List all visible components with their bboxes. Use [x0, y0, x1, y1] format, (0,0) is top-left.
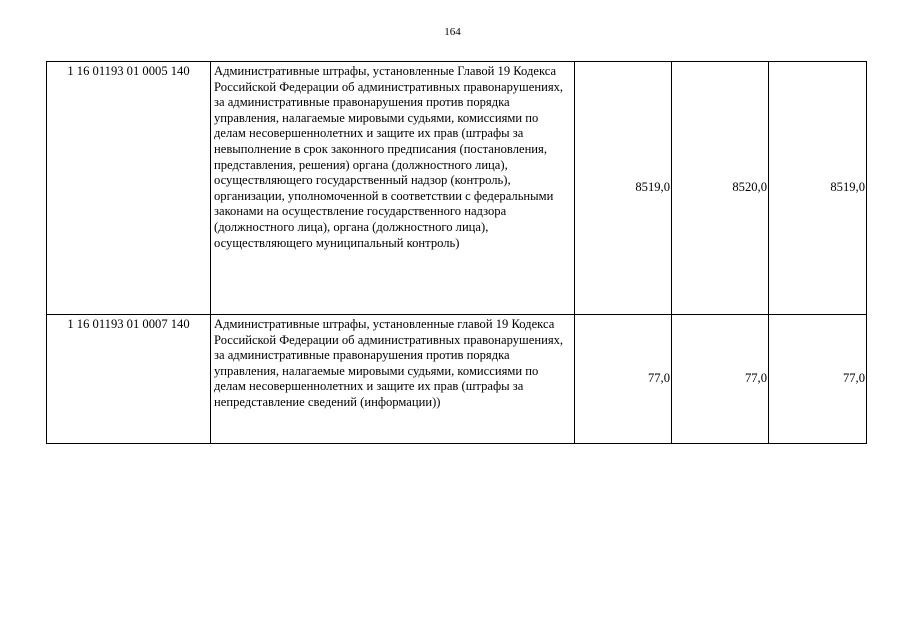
description-cell: Административные штрафы, установленные главой 19 Кодекса Российской Федерации об административных правонарушениях, за административные правонарушения против порядка управления, налагаемые мировыми судьями, комиссиями по делам несовершеннолетних и защите их прав (штрафы за непредставление сведений (информации)) — [211, 315, 575, 444]
budget-table — [46, 61, 867, 444]
page-number: 164 — [444, 26, 461, 38]
amount-cell-2: 77,0 — [672, 315, 769, 444]
budget-code-cell: 1 16 01193 01 0005 140 — [47, 62, 211, 315]
budget-code-cell: 1 16 01193 01 0007 140 — [47, 315, 211, 444]
amount-cell-3: 77,0 — [769, 315, 867, 444]
table-row — [47, 62, 867, 315]
description-cell: Административные штрафы, установленные Главой 19 Кодекса Российской Федерации об административных правонарушениях, за административные правонарушения против порядка управления, налагаемые мировыми судьями, комиссиями по делам несовершеннолетних и защите их прав (штрафы за невыполнение в срок законного предписания (постановления, представления, решения) органа (должностного лица), осуществляющего государственный надзор (контроль), организации, уполномоченной в соответствии с федеральными законами на осуществление государственного надзора (должностного лица), органа (должностного лица), осуществляющего муниципальный контроль) — [211, 62, 575, 315]
table-row — [47, 315, 867, 444]
amount-cell-1: 8519,0 — [575, 62, 672, 315]
amount-cell-3: 8519,0 — [769, 62, 867, 315]
amount-cell-2: 8520,0 — [672, 62, 769, 315]
amount-cell-1: 77,0 — [575, 315, 672, 444]
